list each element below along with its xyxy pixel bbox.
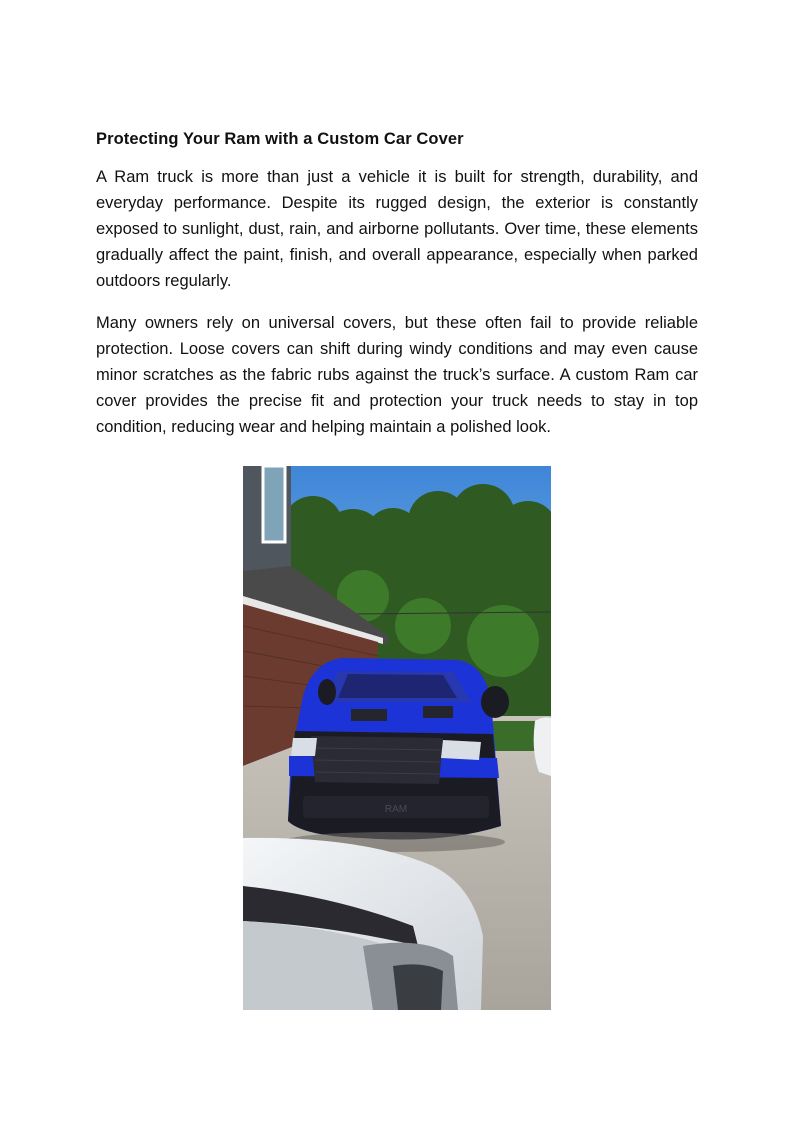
article-title: Protecting Your Ram with a Custom Car Cover	[96, 130, 464, 148]
svg-text:RAM: RAM	[384, 804, 408, 815]
paragraph-intro: A Ram truck is more than just a vehicle it is built for strength, durability, and everyday performance. Despite its rugged design, the exterior is constantly exposed to sunlight, dust, rain, and airborne pollutants. Over time, these elements gradually affect the paint, finish, and overall appearance, especially when parked outdoors regularly.	[96, 168, 698, 290]
covered-truck	[281, 658, 509, 852]
paragraph-custom-cover: Many owners rely on universal covers, but these often fail to provide reliable protection. Loose covers can shift during windy conditions and may even cause minor scratches as the fabric rubs against the truck’s surface. A custom Ram car cover provides the precise fit and protection your truck needs to stay in top condition, reducing wear and helping maintain a polished look.	[96, 314, 698, 436]
covered-truck-photo	[243, 466, 551, 1010]
article	[96, 128, 698, 456]
